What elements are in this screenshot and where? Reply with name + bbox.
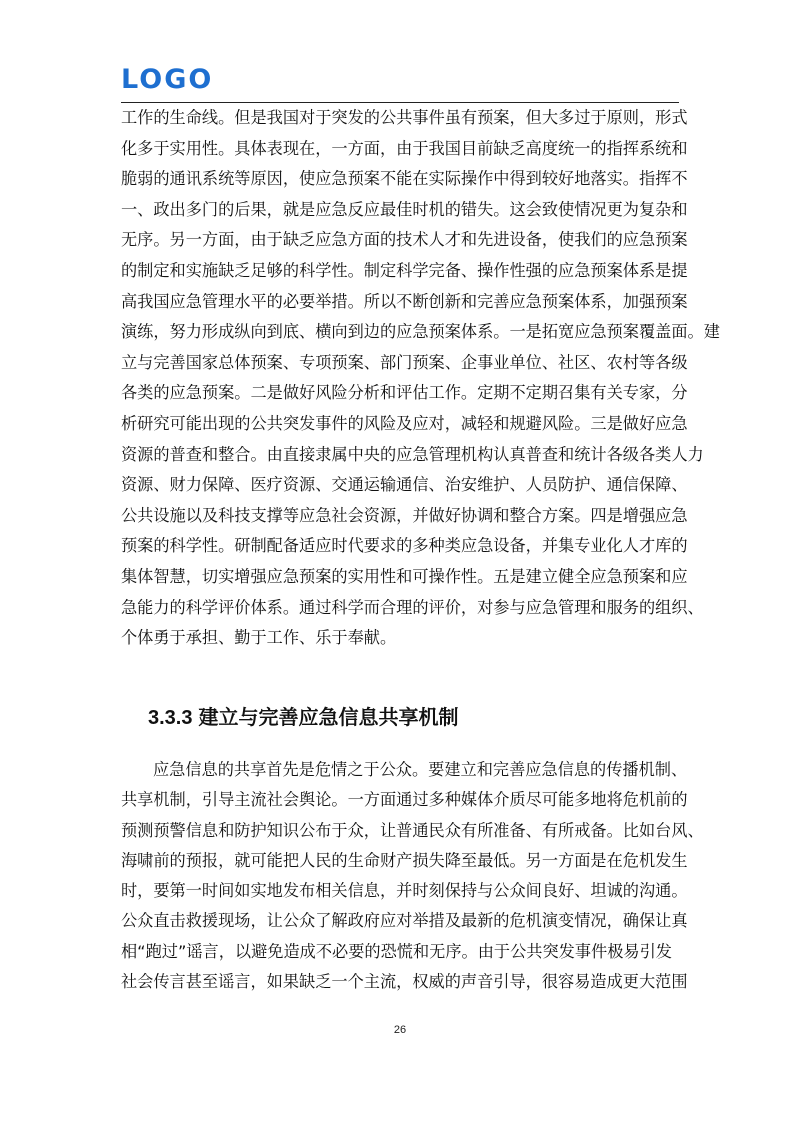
text-line: 工作的生命线。但是我国对于突发的公共事件虽有预案，但大多过于原则，形式 [121, 108, 688, 127]
text-line: 集体智慧，切实增强应急预案的实用性和可操作性。五是建立健全应急预案和应 [121, 566, 688, 586]
text-line: 脆弱的通讯系统等原因，使应急预案不能在实际操作中得到较好地落实。指挥不 [121, 169, 688, 189]
text-line: 相“跑过”谣言，以避免造成不必要的恐慌和无序。由于公共突发事件极易引发 [121, 941, 672, 961]
section-number: 3.3.3 [148, 707, 193, 729]
page-number: 26 [393, 1024, 407, 1036]
text-line: 社会传言甚至谣言，如果缺乏一个主流，权威的声音引导，很容易造成更大范围 [121, 972, 688, 992]
text-line: 析研究可能出现的公共突发事件的风险及应对，减轻和规避风险。三是做好应急 [121, 413, 688, 433]
text-line: 演练，努力形成纵向到底、横向到边的应急预案体系。一是拓宽应急预案覆盖面。建 [121, 322, 720, 342]
text-line: 各类的应急预案。二是做好风险分析和评估工作。定期不定期召集有关专家，分 [121, 383, 688, 403]
text-line: 急能力的科学评价体系。通过科学而合理的评价，对参与应急管理和服务的组织、 [121, 597, 704, 617]
text-line: 的制定和实施缺乏足够的科学性。制定科学完备、操作性强的应急预案体系是提 [121, 260, 688, 280]
text-line: 个体勇于承担、勤于工作、乐于奉献。 [121, 628, 397, 648]
text-line: 资源的普查和整合。由直接隶属中央的应急管理机构认真普查和统计各级各类人力 [121, 444, 704, 464]
page-header [121, 62, 679, 103]
section-heading [148, 703, 458, 732]
body-paragraph-2 [121, 755, 704, 997]
text-line: 公众直击救援现场，让公众了解政府应对举措及最新的危机演变情况，确保让真 [121, 911, 688, 931]
text-line: 预案的科学性。研制配备适应时代要求的多种类应急设备，并集专业化人才库的 [121, 536, 688, 556]
text-line: 立与完善国家总体预案、专项预案、部门预案、企事业单位、社区、农村等各级 [121, 352, 688, 372]
text-line: 应急信息的共享首先是危情之于公众。要建立和完善应急信息的传播机制、 [153, 760, 688, 779]
text-line: 资源、财力保障、医疗资源、交通运输通信、治安维护、人员防护、通信保障、 [121, 475, 688, 495]
text-line: 公共设施以及科技支撑等应急社会资源，并做好协调和整合方案。四是增强应急 [121, 505, 688, 525]
text-line: 共享机制，引导主流社会舆论。一方面通过多种媒体介质尽可能多地将危机前的 [121, 790, 688, 810]
text-line: 预测预警信息和防护知识公布于众，让普通民众有所准备、有所戒备。比如台风、 [121, 820, 704, 840]
logo: LOGO [121, 64, 214, 95]
text-line: 一、政出多门的后果，就是应急反应最佳时机的错失。这会致使情况更为复杂和 [121, 199, 688, 219]
text-line: 高我国应急管理水平的必要举措。所以不断创新和完善应急预案体系，加强预案 [121, 291, 688, 311]
text-line: 化多于实用性。具体表现在，一方面，由于我国目前缺乏高度统一的指挥系统和 [121, 138, 688, 158]
body-paragraph-1 [121, 103, 720, 654]
text-line: 海啸前的预报，就可能把人民的生命财产损失降至最低。另一方面是在危机发生 [121, 850, 688, 870]
section-title: 建立与完善应急信息共享机制 [198, 705, 459, 729]
text-line: 无序。另一方面，由于缺乏应急方面的技术人才和先进设备，使我们的应急预案 [121, 230, 688, 250]
text-line: 时，要第一时间如实地发布相关信息，并时刻保持与公众间良好、坦诚的沟通。 [121, 881, 688, 901]
